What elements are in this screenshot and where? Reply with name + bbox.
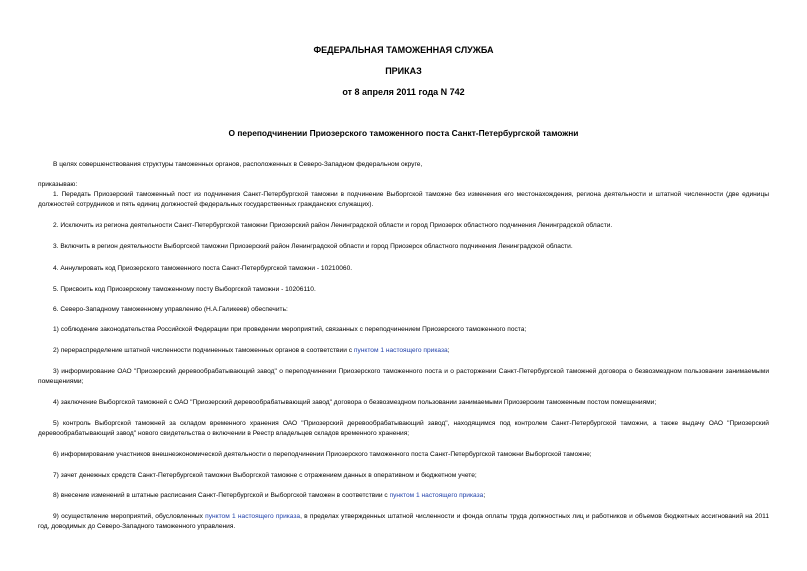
- subitem-2: [38, 346, 769, 356]
- item-6: 6. Северо-Западному таможенному управлению (Н.А.Галикеев) обеспечить:: [53, 306, 288, 313]
- preamble: В целях совершенствования структуры таможенных органов, расположенных в Северо-Западном федеральном округе,: [53, 161, 423, 168]
- subitem-1: 1) соблюдение законодательства Российской Федерации при проведении мероприятий, связанных с переподчинением Приозерского таможенного поста;: [53, 326, 527, 333]
- subitem-2-end: ;: [447, 347, 450, 354]
- organization-name: ФЕДЕРАЛЬНАЯ ТАМОЖЕННАЯ СЛУЖБА: [313, 45, 494, 55]
- subitem-2-text: 2) перераспределение штатной численности подчиненных таможенных органов в соответствии с: [53, 347, 354, 354]
- subitem-8: [38, 491, 769, 501]
- item-1: 1. Передать Приозерский таможенный пост из подчинения Санкт-Петербургской таможни в подчинение Выборгской таможне без изменения его местонахождения, региона деятельности и штатной численности (две единицы должностей сотрудников и пять единиц должностей федеральных государственных гражданских служащих).: [38, 191, 769, 208]
- subitem-9-link[interactable]: пунктом 1 настоящего приказа: [205, 513, 301, 520]
- subitem-7: 7) зачет денежных средств Санкт-Петербургской таможни Выборгской таможне с отражением данных в оперативном и бюджетном учете;: [53, 472, 477, 479]
- subitem-8-end: ;: [483, 492, 486, 499]
- item-4: 4. Аннулировать код Приозерского таможенного поста Санкт-Петербургской таможни - 10210060.: [53, 265, 353, 272]
- subitem-6: 6) информирование участников внешнеэкономической деятельности о переподчинении Приозерского таможенного поста Санкт-Петербургской таможни Выборгской таможне;: [53, 451, 592, 458]
- subitem-8-link[interactable]: пунктом 1 настоящего приказа: [389, 492, 484, 499]
- item-2: 2. Исключить из региона деятельности Санкт-Петербургской таможни Приозерский район Ленинградской области и город Приозерск областного подчинения Ленинградской области.: [53, 222, 613, 229]
- subitem-9: [38, 512, 769, 531]
- subitem-9-end: , в пределах утвержденных штатной численности и фонда оплаты труда должностных лиц и работников и объемов бюджетных ассигнований на 2011 год, доводимых до Северо-Западного таможенного управления.: [38, 513, 770, 530]
- item-5: 5. Присвоить код Приозерскому таможенному посту Выборгской таможни - 10206110.: [53, 286, 316, 293]
- document-title: О переподчинении Приозерского таможенного поста Санкт-Петербургской таможни: [228, 128, 579, 138]
- subitem-5: 5) контроль Выборгской таможней за складом временного хранения ОАО "Приозерский деревообрабатывающий завод", находящимся под контролем Санкт-Петербургской таможни, а также выдачу ОАО "Приозерский деревообрабатывающий завод" нового свидетельства о включении в Реестр владельцев складов временного хранения;: [38, 420, 769, 437]
- order-word: приказываю:: [38, 181, 78, 188]
- subitem-8-text: 8) внесение изменений в штатные расписания Санкт-Петербургской и Выборгской таможен в соответствии с: [53, 492, 390, 499]
- subitem-9-text: 9) осуществление мероприятий, обусловленных: [53, 513, 206, 520]
- subitem-3: 3) информирование ОАО "Приозерский деревообрабатывающий завод" о переподчинении Приозерского таможенного поста и о расторжении Санкт-Петербургской таможней договора о безвозмездном пользовании занимаемыми помещениями;: [38, 368, 769, 385]
- document-type: ПРИКАЗ: [385, 66, 422, 76]
- item-3: 3. Включить в регион деятельности Выборгской таможни Приозерский район Ленинградской области и город Приозерск областного подчинения Ленинградской области.: [53, 243, 573, 250]
- document-date-number: от 8 апреля 2011 года N 742: [342, 87, 465, 97]
- subitem-2-link[interactable]: пунктом 1 настоящего приказа: [353, 347, 448, 354]
- subitem-4: 4) заключение Выборгской таможней с ОАО "Приозерский деревообрабатывающий завод" договора о безвозмездном пользовании занимаемыми Приозерским таможенным постом помещениями;: [53, 399, 657, 406]
